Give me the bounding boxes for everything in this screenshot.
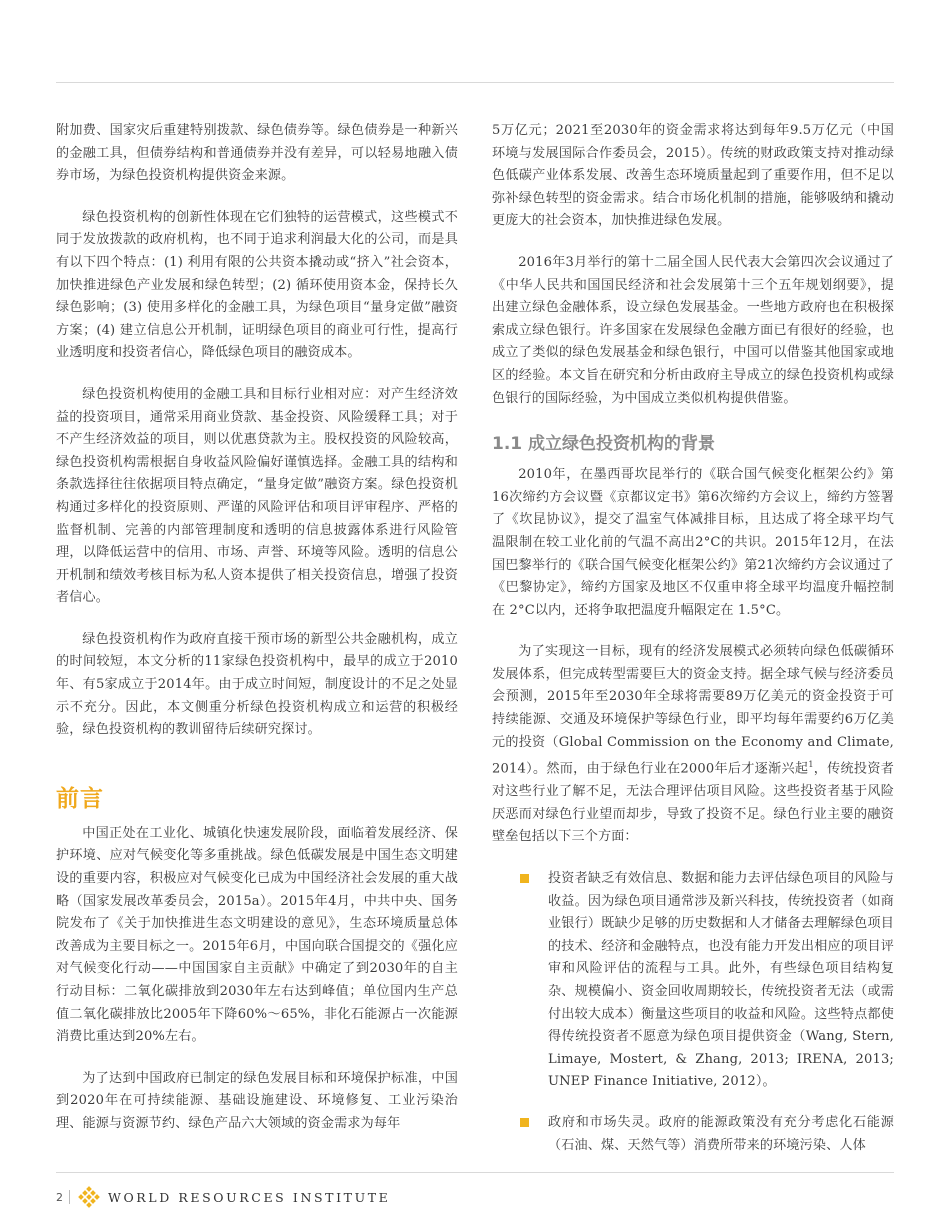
list-item: [492, 868, 894, 1094]
bullet-square-icon: [520, 1118, 529, 1127]
section-heading-preface: 前言: [56, 785, 104, 812]
paragraph: 2010年，在墨西哥坎昆举行的《联合国气候变化框架公约》第16次缔约方会议暨《京都议定书》第6次缔约方会议上，缔约方签署了《坎昆协议》，提交了温室气体减排目标，且达成了将全球平均气温限制在较工业化前的气温不高出2°C的共识。2015年12月，在法国巴黎举行的《联合国气候变化框架公约》第21次缔约方会议通过了《巴黎协定》，缔约方国家及地区不仅重申将全球平均温度升幅控制在 2°C以内，还将争取把温度升幅限定在 1.5°C。: [492, 467, 894, 618]
subsection-heading: 1.1 成立绿色投资机构的背景: [492, 434, 716, 455]
list-item-text: 投资者缺乏有效信息、数据和能力去评估绿色项目的风险与收益。因为绿色项目通常涉及新兴科技，传统投资者（如商业银行）既缺少足够的历史数据和人才储备去理解绿色项目的技术、经济和金融特点，也没有能力开发出相应的项目评审和风险评估的流程与工具。此外，有些绿色项目结构复杂、规模偏小、资金回收周期较长，传统投资者无法（或需付出较大成本）衡量这些项目的收益和风险。这些特点都使得传统投资者不愿意为绿色项目提供资金（Wang, Stern, Limaye, Mostert, & Zhang, 2013; IRENA, 2013; UNEP Finance Initiative, 2012）。: [548, 870, 894, 1090]
paragraph: 5万亿元；2021至2030年的资金需求将达到每年9.5万亿元（中国环境与发展国际合作委员会，2015）。传统的财政政策支持对推动绿色低碳产业体系发展、改善生态环境质量起到了重要作用，但不足以弥补绿色转型的资金需求。结合市场化机制的措施，能够吸纳和撬动更庞大的社会资本，加快推进绿色发展。: [492, 123, 894, 229]
paragraph-text: ，传统投资者对这些行业了解不足，无法合理评估项目风险。这些投资者基于风险厌恶而对绿色行业望而却步，导致了投资不足。绿色行业主要的融资壁垒包括以下三个方面：: [492, 761, 894, 845]
page-footer: [56, 1186, 390, 1208]
paragraph-text: 为了实现这一目标，现有的经济发展模式必须转向绿色低碳循环发展体系，但完成转型需要巨大的资金支持。据全球气候与经济委员会预测，2015年至2030年全球将需要89万亿美元的资金投资于可持续能源、交通及环境保护等绿色行业，即平均每年需要约6万亿美元的投资（Global Commission on the Economy and Climate, 2014）。然而，由于绿色行业在2000年后才逐渐兴起: [492, 644, 894, 777]
left-column: [56, 120, 458, 1155]
bullet-square-icon: [520, 874, 529, 883]
right-column: [492, 120, 894, 1175]
paragraph: 绿色投资机构作为政府直接干预市场的新型公共金融机构，成立的时间较短，本文分析的11家绿色投资机构中，最早的成立于2010年、有5家成立于2014年。由于成立时间短，制度设计的不足之处显示不充分。因此，本文侧重分析绿色投资机构成立和运营的积极经验，绿色投资机构的教训留待后续研究探讨。: [56, 631, 458, 738]
page-number: 2: [56, 1190, 63, 1204]
list-item: [492, 1112, 894, 1157]
wri-logo-icon: [78, 1186, 100, 1208]
paragraph: 附加费、国家灾后重建特别拨款、绿色债券等。绿色债券是一种新兴的金融工具，但债券结构和普通债券并没有差异，可以轻易地融入债券市场，为绿色投资机构提供资金来源。: [56, 123, 458, 184]
barrier-list: [492, 868, 894, 1157]
paragraph: 中国正处在工业化、城镇化快速发展阶段，面临着发展经济、保护环境、应对气候变化等多重挑战。绿色低碳发展是中国生态文明建设的重要内容，积极应对气候变化已成为中国经济社会发展的重大战略（国家发展改革委员会，2015a）。2015年4月，中共中央、国务院发布了《关于加快推进生态文明建设的意见》，生态环境质量总体改善成为主要目标之一。2015年6月，中国向联合国提交的《强化应对气候变化行动——中国国家自主贡献》中确定了到2030年的自主行动目标：二氧化碳排放到2030年左右达到峰值；单位国内生产总值二氧化碳排放比2005年下降60%～65%，非化石能源占一次能源消费比重达到20%左右。: [56, 825, 458, 1045]
organization-name: WORLD RESOURCES INSTITUTE: [108, 1189, 391, 1205]
list-item-text: 政府和市场失灵。政府的能源政策没有充分考虑化石能源（石油、煤、天然气等）消费所带来的环境污染、人体: [548, 1114, 894, 1153]
paragraph: [492, 641, 894, 849]
paragraph: 2016年3月举行的第十二届全国人民代表大会第四次会议通过了《中华人民共和国国民经济和社会发展第十三个五年规划纲要》，提出建立绿色金融体系，设立绿色发展基金。一些地方政府也在积极探索成立绿色银行。许多国家在发展绿色金融方面已有很好的经验，也成立了类似的绿色发展基金和绿色银行，中国可以借鉴其他国家或地区的经验。本文旨在研究和分析由政府主导成立的绿色投资机构或绿色银行的国际经验，为中国成立类似机构提供借鉴。: [492, 254, 894, 406]
footnote-ref[interactable]: 1: [808, 760, 814, 770]
footer-divider: [69, 1190, 70, 1204]
header-rule: [56, 82, 894, 83]
paragraph: 绿色投资机构使用的金融工具和目标行业相对应：对产生经济效益的投资项目，通常采用商业贷款、基金投资、风险缓释工具；对于不产生经济效益的项目，则以优惠贷款为主。股权投资的风险较高，绿色投资机构需根据自身收益风险偏好谨慎选择。金融工具的结构和条款选择往往依据项目特点确定，“量身定做”融资方案。绿色投资机构通过多样化的投资原则、严谨的风险评估和项目评审程序、严格的监督机制、完善的内部管理制度和透明的信息披露体系进行风险管理，以降低运营中的信用、市场、声誉、环境等风险。透明的信息公开机制和绩效考核目标为私人资本提供了相关投资信息，增强了投资者信心。: [56, 386, 458, 606]
paragraph: 绿色投资机构的创新性体现在它们独特的运营模式，这些模式不同于发放拨款的政府机构，也不同于追求利润最大化的公司，而是具有以下四个特点：(1) 利用有限的公共资本撬动或“挤入”社会资本，加快推进绿色产业发展和绿色转型；(2) 循环使用资本金，保持长久绿色影响；(3) 使用多样化的金融工具，为绿色项目“量身定做”融资方案；(4) 建立信息公开机制，证明绿色项目的商业可行性，提高行业透明度和投资者信心，降低绿色项目的融资成本。: [56, 209, 458, 361]
paragraph: 为了达到中国政府已制定的绿色发展目标和环境保护标准，中国到2020年在可持续能源、基础设施建设、环境修复、工业污染治理、能源与资源节约、绿色产品六大领域的资金需求为每年: [56, 1070, 458, 1131]
footer-rule: [56, 1172, 894, 1173]
